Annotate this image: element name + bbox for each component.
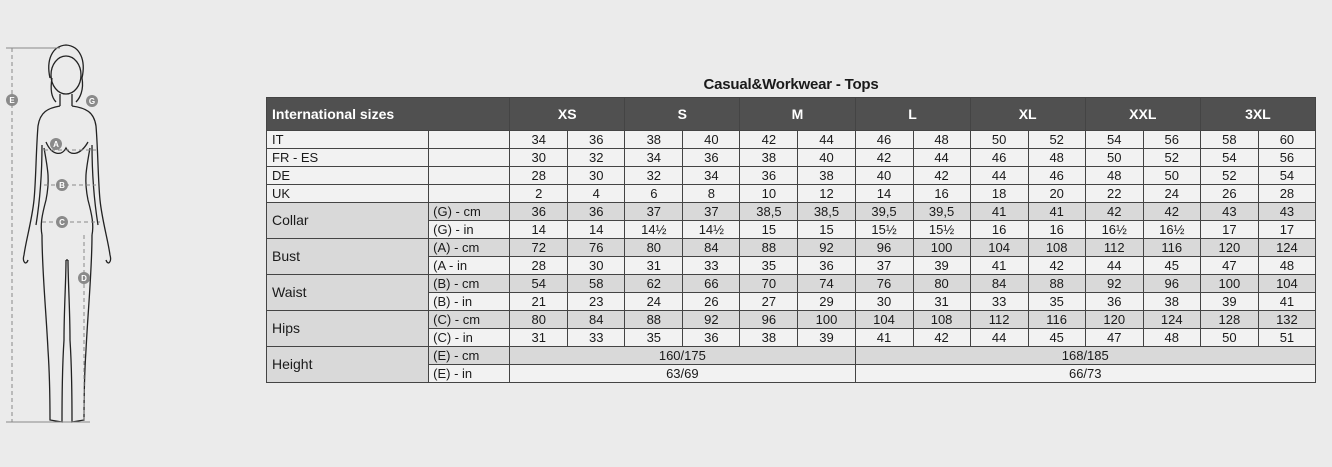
- table-cell: 16: [1028, 221, 1085, 239]
- table-cell: 48: [1085, 167, 1143, 185]
- table-cell: 76: [855, 275, 913, 293]
- unit-label: (G) - cm: [429, 203, 510, 221]
- table-cell: 92: [798, 239, 855, 257]
- table-cell: 84: [970, 275, 1028, 293]
- table-cell: 39: [913, 257, 970, 275]
- table-cell: 58: [568, 275, 625, 293]
- table-cell: 92: [1085, 275, 1143, 293]
- table-cell: 45: [1028, 329, 1085, 347]
- table-cell: 43: [1258, 203, 1315, 221]
- table-cell: 66: [683, 275, 740, 293]
- height-range-l-3xl: 66/73: [855, 365, 1316, 383]
- table-cell: 48: [1028, 149, 1085, 167]
- row-label: DE: [267, 167, 429, 185]
- table-cell: 35: [740, 257, 798, 275]
- table-cell: 8: [683, 185, 740, 203]
- table-cell: 108: [913, 311, 970, 329]
- table-cell: 38: [740, 329, 798, 347]
- table-cell: 33: [568, 329, 625, 347]
- table-cell: 46: [970, 149, 1028, 167]
- table-cell: 35: [1028, 293, 1085, 311]
- table-cell: 2: [510, 185, 568, 203]
- empty-cell: [429, 167, 510, 185]
- table-cell: 14: [568, 221, 625, 239]
- table-cell: 28: [510, 167, 568, 185]
- table-cell: 30: [855, 293, 913, 311]
- table-cell: 16½: [1143, 221, 1200, 239]
- table-cell: 92: [683, 311, 740, 329]
- height-range-xs-m: 160/175: [510, 347, 855, 365]
- table-cell: 39,5: [855, 203, 913, 221]
- table-cell: 42: [913, 329, 970, 347]
- marker-e: [6, 94, 18, 106]
- table-cell: 36: [683, 329, 740, 347]
- table-cell: 124: [1258, 239, 1315, 257]
- table-row: [267, 203, 1316, 221]
- table-cell: 47: [1085, 329, 1143, 347]
- table-cell: 28: [1258, 185, 1315, 203]
- table-cell: 17: [1200, 221, 1258, 239]
- table-cell: 50: [1200, 329, 1258, 347]
- body-measurement-figure: [0, 30, 140, 440]
- table-cell: 42: [1143, 203, 1200, 221]
- group-label-height: Height: [267, 347, 429, 383]
- table-cell: 32: [568, 149, 625, 167]
- table-cell: 100: [798, 311, 855, 329]
- table-cell: 51: [1258, 329, 1315, 347]
- table-cell: 104: [1258, 275, 1315, 293]
- table-cell: 80: [625, 239, 683, 257]
- table-cell: 26: [1200, 185, 1258, 203]
- row-label: IT: [267, 131, 429, 149]
- table-cell: 120: [1200, 239, 1258, 257]
- height-range-xs-m: 63/69: [510, 365, 855, 383]
- table-row: [267, 131, 1316, 149]
- table-cell: 17: [1258, 221, 1315, 239]
- table-cell: 54: [1085, 131, 1143, 149]
- header-size-m: M: [740, 98, 855, 131]
- empty-cell: [429, 185, 510, 203]
- group-label-bust: Bust: [267, 239, 429, 275]
- table-cell: 24: [1143, 185, 1200, 203]
- table-cell: 40: [683, 131, 740, 149]
- group-label-hips: Hips: [267, 311, 429, 347]
- marker-c: [56, 216, 68, 228]
- table-cell: 14: [855, 185, 913, 203]
- table-row: [267, 347, 1316, 365]
- table-title: Casual&Workwear - Tops: [703, 76, 879, 93]
- unit-label: (C) - in: [429, 329, 510, 347]
- table-cell: 42: [1028, 257, 1085, 275]
- table-cell: 84: [683, 239, 740, 257]
- table-cell: 31: [510, 329, 568, 347]
- table-cell: 15½: [855, 221, 913, 239]
- table-cell: 36: [568, 131, 625, 149]
- table-cell: 80: [510, 311, 568, 329]
- table-cell: 104: [855, 311, 913, 329]
- svg-text:D: D: [81, 274, 87, 283]
- table-cell: 43: [1200, 203, 1258, 221]
- group-label-collar: Collar: [267, 203, 429, 239]
- table-cell: 24: [625, 293, 683, 311]
- table-cell: 4: [568, 185, 625, 203]
- table-cell: 39: [1200, 293, 1258, 311]
- table-cell: 120: [1085, 311, 1143, 329]
- table-cell: 100: [1200, 275, 1258, 293]
- table-cell: 76: [568, 239, 625, 257]
- table-cell: 30: [568, 167, 625, 185]
- table-cell: 35: [625, 329, 683, 347]
- header-size-xxl: XXL: [1085, 98, 1200, 131]
- table-cell: 48: [1258, 257, 1315, 275]
- table-cell: 70: [740, 275, 798, 293]
- table-cell: 36: [798, 257, 855, 275]
- table-row: [267, 311, 1316, 329]
- svg-text:C: C: [59, 218, 65, 227]
- table-cell: 12: [798, 185, 855, 203]
- table-cell: 47: [1200, 257, 1258, 275]
- table-cell: 56: [1258, 149, 1315, 167]
- table-cell: 54: [1200, 149, 1258, 167]
- table-cell: 15½: [913, 221, 970, 239]
- table-cell: 41: [970, 203, 1028, 221]
- table-cell: 38,5: [798, 203, 855, 221]
- table-cell: 42: [913, 167, 970, 185]
- table-cell: 112: [970, 311, 1028, 329]
- table-cell: 84: [568, 311, 625, 329]
- table-cell: 44: [1085, 257, 1143, 275]
- table-cell: 39: [798, 329, 855, 347]
- table-cell: 88: [625, 311, 683, 329]
- table-cell: 33: [970, 293, 1028, 311]
- marker-g: [86, 95, 98, 107]
- table-cell: 6: [625, 185, 683, 203]
- table-cell: 42: [1085, 203, 1143, 221]
- table-row: [267, 185, 1316, 203]
- table-cell: 27: [740, 293, 798, 311]
- table-cell: 88: [740, 239, 798, 257]
- empty-cell: [429, 131, 510, 149]
- svg-text:A: A: [53, 140, 59, 149]
- table-cell: 41: [855, 329, 913, 347]
- table-cell: 44: [970, 167, 1028, 185]
- table-cell: 36: [510, 203, 568, 221]
- table-cell: 41: [1028, 203, 1085, 221]
- table-cell: 34: [510, 131, 568, 149]
- table-cell: 26: [683, 293, 740, 311]
- table-cell: 34: [683, 167, 740, 185]
- marker-b: [56, 179, 68, 191]
- table-cell: 58: [1200, 131, 1258, 149]
- table-cell: 30: [510, 149, 568, 167]
- table-cell: 29: [798, 293, 855, 311]
- table-cell: 41: [970, 257, 1028, 275]
- table-cell: 88: [1028, 275, 1085, 293]
- table-cell: 38: [798, 167, 855, 185]
- table-cell: 42: [855, 149, 913, 167]
- table-cell: 104: [970, 239, 1028, 257]
- table-cell: 36: [568, 203, 625, 221]
- table-cell: 52: [1200, 167, 1258, 185]
- height-range-l-3xl: 168/185: [855, 347, 1316, 365]
- table-cell: 42: [740, 131, 798, 149]
- table-cell: 16: [913, 185, 970, 203]
- table-cell: 112: [1085, 239, 1143, 257]
- table-cell: 15: [740, 221, 798, 239]
- group-label-waist: Waist: [267, 275, 429, 311]
- table-cell: 34: [625, 149, 683, 167]
- table-cell: 23: [568, 293, 625, 311]
- table-cell: 124: [1143, 311, 1200, 329]
- unit-label: (E) - in: [429, 365, 510, 383]
- table-cell: 33: [683, 257, 740, 275]
- header-size-3xl: 3XL: [1200, 98, 1315, 131]
- table-cell: 52: [1028, 131, 1085, 149]
- unit-label: (B) - cm: [429, 275, 510, 293]
- table-cell: 16: [970, 221, 1028, 239]
- table-cell: 45: [1143, 257, 1200, 275]
- table-cell: 60: [1258, 131, 1315, 149]
- table-cell: 100: [913, 239, 970, 257]
- table-cell: 44: [970, 329, 1028, 347]
- table-row: [267, 167, 1316, 185]
- table-cell: 36: [683, 149, 740, 167]
- table-cell: 32: [625, 167, 683, 185]
- table-cell: 21: [510, 293, 568, 311]
- table-cell: 38: [740, 149, 798, 167]
- svg-text:B: B: [59, 181, 65, 190]
- table-cell: 96: [740, 311, 798, 329]
- header-international-sizes: International sizes: [267, 98, 510, 131]
- table-cell: 36: [1085, 293, 1143, 311]
- table-cell: 56: [1143, 131, 1200, 149]
- table-cell: 128: [1200, 311, 1258, 329]
- table-cell: 14½: [683, 221, 740, 239]
- table-cell: 48: [913, 131, 970, 149]
- svg-text:E: E: [9, 96, 15, 105]
- unit-label: (G) - in: [429, 221, 510, 239]
- row-label: FR - ES: [267, 149, 429, 167]
- table-cell: 39,5: [913, 203, 970, 221]
- table-cell: 15: [798, 221, 855, 239]
- unit-label: (A - in: [429, 257, 510, 275]
- table-cell: 74: [798, 275, 855, 293]
- table-cell: 96: [1143, 275, 1200, 293]
- table-cell: 116: [1028, 311, 1085, 329]
- table-cell: 44: [913, 149, 970, 167]
- table-cell: 28: [510, 257, 568, 275]
- table-cell: 108: [1028, 239, 1085, 257]
- table-cell: 46: [855, 131, 913, 149]
- table-row: [267, 239, 1316, 257]
- table-cell: 31: [625, 257, 683, 275]
- table-cell: 37: [683, 203, 740, 221]
- header-size-l: L: [855, 98, 970, 131]
- table-row: [267, 275, 1316, 293]
- table-cell: 36: [740, 167, 798, 185]
- table-cell: 62: [625, 275, 683, 293]
- table-cell: 16½: [1085, 221, 1143, 239]
- table-cell: 37: [855, 257, 913, 275]
- table-cell: 116: [1143, 239, 1200, 257]
- table-cell: 18: [970, 185, 1028, 203]
- table-cell: 72: [510, 239, 568, 257]
- table-cell: 38: [625, 131, 683, 149]
- table-cell: 132: [1258, 311, 1315, 329]
- table-cell: 10: [740, 185, 798, 203]
- table-cell: 46: [1028, 167, 1085, 185]
- table-row: [267, 149, 1316, 167]
- table-cell: 14: [510, 221, 568, 239]
- row-label: UK: [267, 185, 429, 203]
- header-size-s: S: [625, 98, 740, 131]
- unit-label: (C) - cm: [429, 311, 510, 329]
- svg-text:G: G: [88, 97, 96, 106]
- table-cell: 40: [798, 149, 855, 167]
- table-cell: 48: [1143, 329, 1200, 347]
- table-cell: 30: [568, 257, 625, 275]
- table-cell: 50: [1143, 167, 1200, 185]
- unit-label: (E) - cm: [429, 347, 510, 365]
- table-cell: 38,5: [740, 203, 798, 221]
- table-cell: 50: [970, 131, 1028, 149]
- table-cell: 40: [855, 167, 913, 185]
- table-cell: 37: [625, 203, 683, 221]
- marker-a: [50, 138, 62, 150]
- table-cell: 52: [1143, 149, 1200, 167]
- size-table: [266, 97, 1316, 383]
- unit-label: (A) - cm: [429, 239, 510, 257]
- table-cell: 38: [1143, 293, 1200, 311]
- table-cell: 31: [913, 293, 970, 311]
- table-cell: 50: [1085, 149, 1143, 167]
- unit-label: (B) - in: [429, 293, 510, 311]
- table-header-row: [267, 98, 1316, 131]
- table-cell: 44: [798, 131, 855, 149]
- table-cell: 54: [1258, 167, 1315, 185]
- table-cell: 54: [510, 275, 568, 293]
- table-cell: 41: [1258, 293, 1315, 311]
- table-cell: 80: [913, 275, 970, 293]
- header-size-xl: XL: [970, 98, 1085, 131]
- marker-d: [78, 272, 90, 284]
- table-cell: 96: [855, 239, 913, 257]
- table-cell: 22: [1085, 185, 1143, 203]
- table-cell: 20: [1028, 185, 1085, 203]
- table-cell: 14½: [625, 221, 683, 239]
- empty-cell: [429, 149, 510, 167]
- header-size-xs: XS: [510, 98, 625, 131]
